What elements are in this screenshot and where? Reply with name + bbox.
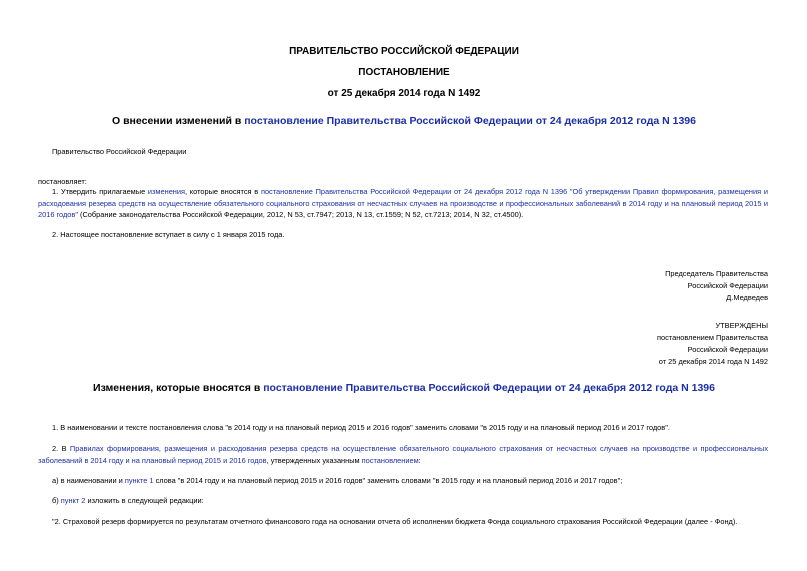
decrees-word: постановляет: bbox=[38, 177, 87, 186]
quoted-paragraph bbox=[38, 516, 768, 527]
rules-link[interactable]: Правилах формирования, размещения и расходования резерва средств на осуществление обязательного социального страхования от несчастных случаев на производстве и профессиональных заболеваний в 2014 году и на плановый период 2015 и 2016 годов bbox=[38, 444, 769, 465]
change-item-2-text-b: , утвержденных указанным bbox=[266, 455, 362, 465]
changes-decree-link[interactable]: постановление Правительства Российской Федерации от 24 декабря 2012 года N 1396 bbox=[263, 382, 715, 394]
change-item-a-text-a: а) в наименовании и bbox=[52, 476, 125, 485]
changes-title-prefix: Изменения, которые вносятся в bbox=[93, 382, 264, 394]
paragraph-1-text-c: (Собрание законодательства Российской Федерации, 2012, N 53, ст.7947; 2013, N 13, ст.1559; N 52, ст.7213; 2014, N 32, ст.4500). bbox=[77, 210, 524, 219]
change-item-b-text-b: изложить в следующей редакции: bbox=[85, 496, 204, 505]
signature-country: Российской Федерации bbox=[687, 281, 768, 290]
paragraph-2 bbox=[38, 229, 768, 240]
change-item-2-text-a: 2. В bbox=[52, 444, 70, 453]
quoted-paragraph-text: "2. Страховой резерв формируется по результатам отчетного финансового года на основании отчета об исполнении бюджета Фонда социального страхования Российской Федерации (далее - Фонд). bbox=[52, 517, 738, 526]
issuer-paragraph bbox=[38, 146, 768, 157]
change-item-a-text-b: слова "в 2014 году и на плановый период 2015 и 2016 годов" заменить словами "в 2015 году и на плановый период 2016 и 2017 годов"; bbox=[153, 476, 623, 485]
paragraph-2-text: 2. Настоящее постановление вступает в силу с 1 января 2015 года. bbox=[52, 230, 285, 239]
approval-heading: УТВЕРЖДЕНЫ bbox=[715, 321, 768, 330]
signature-block bbox=[665, 268, 768, 304]
paragraph-1-text-a: 1. Утвердить прилагаемые bbox=[52, 187, 148, 196]
decree-1396-link[interactable]: постановление Правительства Российской Федерации от 24 декабря 2012 года N 1396 "Об утверждении Правил формирования, размещения и расходования резерва средств на осуществление обязательного социального страхования от несчастных случаев на производстве и профессиональных заболеваний в 2014 году и на плановый период 2015 и 2016 годов" bbox=[38, 187, 768, 219]
issuer-text: Правительство Российской Федерации bbox=[52, 147, 187, 156]
approval-line-2: постановлением Правительства bbox=[657, 333, 768, 342]
government-heading: ПРАВИТЕЛЬСТВО РОССИЙСКОЙ ФЕДЕРАЦИИ bbox=[289, 46, 519, 57]
decree-link[interactable]: постановлением bbox=[361, 455, 419, 465]
approval-line-3: Российской Федерации bbox=[687, 345, 768, 354]
document-type-heading: ПОСТАНОВЛЕНИЕ bbox=[358, 67, 450, 78]
paragraph-1-text-b: , которые вносятся в bbox=[185, 187, 261, 196]
change-item-2-text-c: : bbox=[418, 455, 421, 465]
document-date-number: от 25 декабря 2014 года N 1492 bbox=[327, 88, 481, 99]
change-item-2 bbox=[38, 443, 768, 466]
approval-line-4: от 25 декабря 2014 года N 1492 bbox=[658, 357, 768, 366]
signature-name: Д.Медведев bbox=[726, 293, 768, 302]
change-item-b bbox=[38, 495, 768, 506]
point-1-link[interactable]: пункте 1 bbox=[124, 476, 154, 485]
amended-decree-link[interactable]: постановление Правительства Российской Федерации от 24 декабря 2012 года N 1396 bbox=[244, 115, 696, 127]
change-item-b-text-a: б) bbox=[52, 496, 61, 505]
signature-position: Председатель Правительства bbox=[665, 269, 768, 278]
document-title-prefix: О внесении изменений в bbox=[112, 115, 245, 127]
change-item-1 bbox=[38, 422, 768, 433]
document-title bbox=[38, 115, 770, 127]
approval-block bbox=[657, 320, 768, 368]
point-2-link[interactable]: пункт 2 bbox=[60, 496, 86, 505]
change-item-1-text: 1. В наименовании и тексте постановления слова "в 2014 году и на плановый период 2015 и 2016 годов" заменить словами "в 2015 году и на плановый период 2016 и 2017 годов". bbox=[52, 423, 670, 432]
changes-title bbox=[38, 382, 770, 394]
paragraph-1 bbox=[38, 186, 768, 221]
change-item-a bbox=[38, 475, 768, 486]
changes-link[interactable]: изменения bbox=[147, 187, 186, 196]
